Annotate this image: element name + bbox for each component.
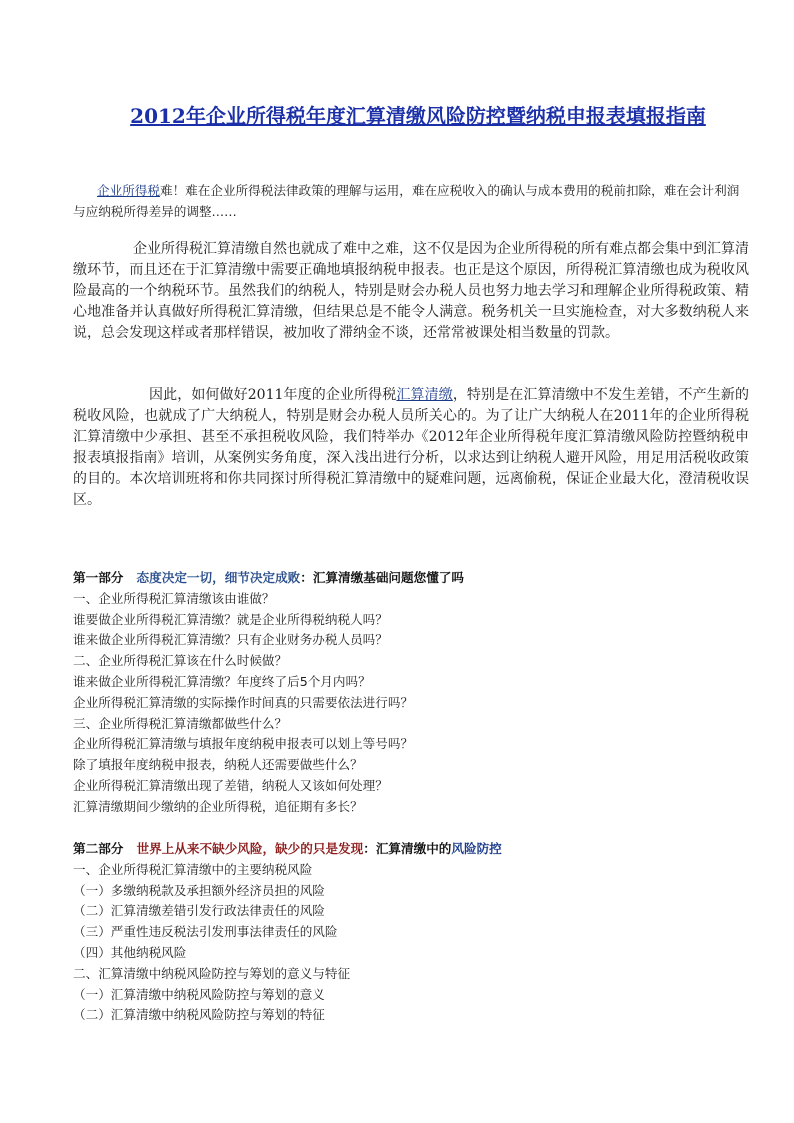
paragraph-2-before: 因此，如何做好2011年度的企业所得税: [149, 387, 397, 403]
list-item: 一、企业所得税汇算清缴中的主要纳税风险: [73, 861, 313, 877]
section-part-1: [73, 568, 763, 818]
list-item: （一）多缴纳税款及承担额外经济员担的风险: [73, 882, 325, 898]
list-item: （二）汇算清缴差错引发行政法律责任的风险: [73, 903, 325, 919]
list-item: （三）严重性违反税法引发刑事法律责任的风险: [73, 924, 338, 940]
document-title: [0, 100, 794, 129]
list-item: 二、企业所得税汇算该在什么时候做？: [73, 653, 288, 669]
intro-link-corporate-income-tax[interactable]: 企业所得税: [97, 183, 160, 198]
section-1-rest: ：汇算清缴基础问题您懂了吗: [300, 570, 464, 585]
section-1-highlight: 态度决定一切，细节决定成败: [136, 570, 301, 585]
list-item: （四）其他纳税风险: [73, 944, 187, 960]
list-item: 企业所得税汇算清缴的实际操作时间真的只需要依法进行吗？: [73, 694, 414, 710]
section-1-label: 第一部分: [73, 570, 124, 585]
list-item: 企业所得税汇算清缴出现了差错，纳税人又该如何处理？: [73, 777, 388, 793]
section-1-heading: [73, 568, 763, 589]
list-item: 三、企业所得税汇算清缴都做些什么？: [73, 715, 288, 731]
list-item: （二）汇算清缴中纳税风险防控与筹划的特征: [73, 1007, 325, 1023]
list-item: （一）汇算清缴中纳税风险防控与筹划的意义: [73, 986, 325, 1002]
list-item: 二、汇算清缴中纳税风险防控与筹划的意义与特征: [73, 965, 351, 981]
body-paragraph-1: 企业所得税汇算清缴自然也就成了难中之难，这不仅是因为企业所得税的所有难点都会集中到汇算清缴环节，而且还在于汇算清缴中需要正确地填报纳税申报表。也正是这个原因，所得税汇算清缴也成为税收风险最高的一个纳税环节。虽然我们的纳税人，特别是财会办税人员也努力地去学习和理解企业所得税政策、精心地准备并认真做好所得税汇算清缴，但结果总是不能令人满意。税务机关一旦实施检查，对大多数纳税人来说，总会发现这样或者那样错误，被加收了滞纳金不谈，还常常被课处相当数量的罚款。: [73, 241, 749, 341]
list-item: 一、企业所得税汇算清缴该由谁做？: [73, 590, 275, 606]
paragraph-2-after: ，特别是在汇算清缴中不发生差错，不产生新的税收风险，也就成了广大纳税人，特别是财会办税人员所关心的。为了让广大纳税人在2011年的企业所得税汇算清缴中少承担、甚至不承担税收风险，我们特举办《2012年企业所得税年度汇算清缴风险防控暨纳税申报表填报指南》培训，从案例实务角度，深入浅出进行分析，以求达到让纳税人避开风险，用足用活税收政策的目的。本次培训班将和你共同探讨所得税汇算清缴中的疑难问题，远离偷税，保证企业最大化，澄清税收误区。: [73, 387, 749, 508]
body-paragraph-2: [73, 385, 749, 511]
section-2-label: 第二部分: [73, 841, 124, 856]
list-item: 企业所得税汇算清缴与填报年度纳税申报表可以划上等号吗？: [73, 736, 414, 752]
section-2-heading: [73, 839, 763, 860]
intro-text: 难！难在企业所得税法律政策的理解与运用，难在应税收入的确认与成本费用的税前扣除，难在会计利润与应纳税所得差异的调整……: [73, 183, 740, 219]
list-item: 谁要做企业所得税汇算清缴？就是企业所得税纳税人吗？: [73, 611, 388, 627]
link-final-settlement[interactable]: 汇算清缴: [396, 387, 453, 403]
link-risk-control[interactable]: 风险防控: [451, 841, 502, 856]
document-title-text: 2012年企业所得税年度汇算清缴风险防控暨纳税申报表填报指南: [130, 104, 706, 128]
section-2-highlight: 世界上从来不缺少风险，缺少的只是发现: [136, 841, 364, 856]
intro-paragraph: [73, 180, 749, 222]
section-part-2: [73, 839, 763, 1026]
section-2-list: [73, 860, 763, 1026]
list-item: 谁来做企业所得税汇算清缴？只有企业财务办税人员吗？: [73, 632, 388, 648]
section-1-list: [73, 589, 763, 818]
section-2-rest: ：汇算清缴中的: [363, 841, 452, 856]
list-item: 汇算清缴期间少缴纳的企业所得税，追征期有多长？: [73, 798, 363, 814]
list-item: 除了填报年度纳税申报表，纳税人还需要做些什么？: [73, 757, 363, 773]
list-item: 谁来做企业所得税汇算清缴？年度终了后5个月内吗？: [73, 673, 371, 689]
